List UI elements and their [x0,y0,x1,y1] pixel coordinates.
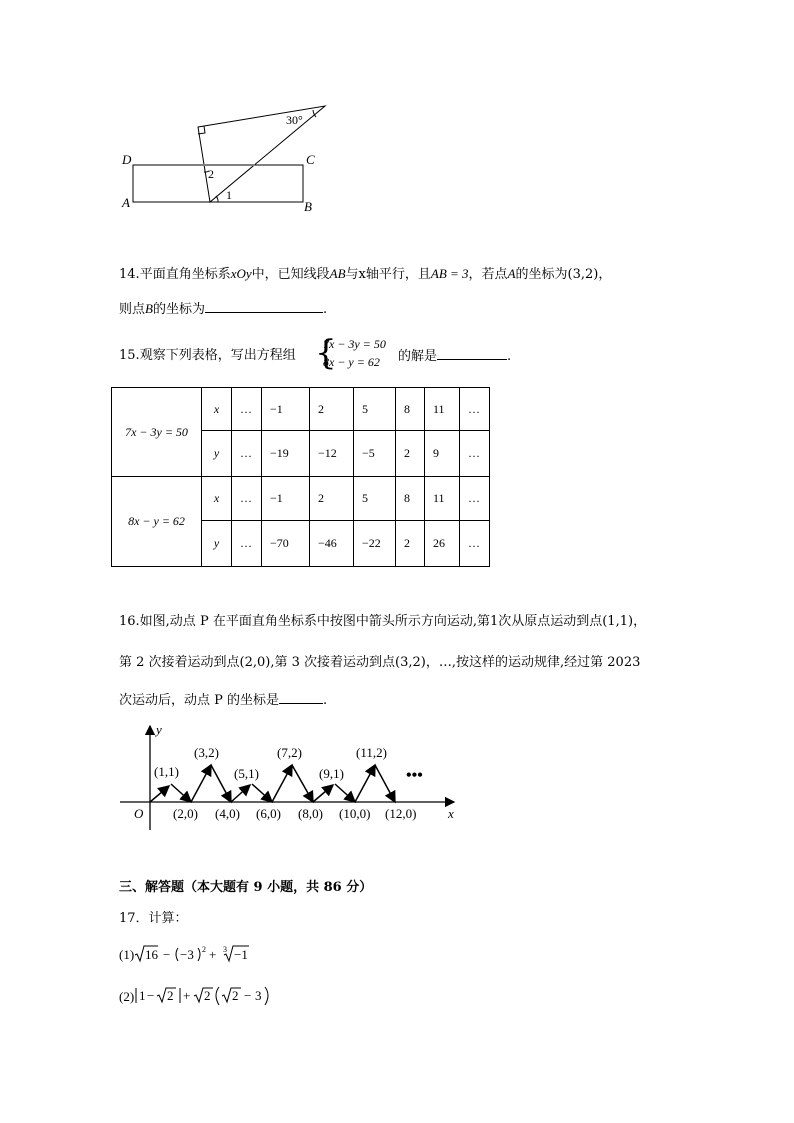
table-cell: −5 [354,431,396,477]
expression-2 [134,984,284,1008]
point-label: (7,2) [277,745,302,760]
svg-text:−3: −3 [180,947,195,962]
table-cell: … [232,388,262,431]
svg-text:−: − [147,988,155,1003]
table-cell: … [232,521,262,567]
point-label: (9,1) [319,766,344,781]
table-cell: 11 [425,477,460,521]
svg-text:−: − [163,947,171,962]
table-cell: … [232,477,262,521]
question-14: 14.平面直角坐标系xOy中，已知线段AB与x轴平行，且AB = 3，若点A的坐标为(3,2)， [119,266,612,282]
motion-graph [112,722,472,832]
table-cell: −46 [310,521,354,567]
angle-30-label: 30° [286,113,303,127]
label-a: A [122,195,130,210]
table-cell: 8 [396,388,425,431]
table-cell: −1 [262,388,310,431]
rectangle-abcd [133,165,303,202]
answer-blank-16[interactable] [279,691,323,704]
label-d: D [122,152,132,167]
var-cell: y [202,521,232,567]
angle-1-arc [216,196,218,202]
equation-1: 7x − 3y = 50 [323,337,386,351]
table-cell: 2 [396,521,425,567]
svg-text:2: 2 [202,945,207,954]
svg-text:+: + [209,947,217,962]
angle-1-label: 1 [226,188,232,202]
question-17-title: 17．计算： [119,911,188,926]
question-15: 15.观察下列表格，写出方程组 [119,348,296,363]
table-cell: 2 [310,388,354,431]
equation-2: 8x − y = 62 [323,355,380,369]
svg-text:−: − [244,988,252,1003]
table-cell: 11 [425,388,460,431]
label-b: B [304,199,312,214]
question-17-part2: (2) 1 − 2 + 2 2 − 3 [119,984,284,1008]
zigzag-path [150,765,395,802]
point-label: (12,0) [385,806,417,821]
svg-text:2: 2 [167,988,174,1003]
label-c: C [306,152,315,167]
section-title: 三、解答题（本大题有 9 小题，共 86 分） [119,880,373,895]
table-cell: −70 [262,521,310,567]
table-cell: −12 [310,431,354,477]
table-row [112,477,490,521]
svg-text:1: 1 [139,988,146,1003]
answer-blank-15[interactable] [437,347,507,360]
table-cell: 2 [310,477,354,521]
question-15-tail: 的解是 . [398,349,512,364]
point-label: (8,0) [298,806,323,821]
y-axis-label: y [156,722,162,737]
point-label: (11,2) [356,745,387,760]
point-label: (3,2) [194,745,219,760]
table-cell: 2 [396,431,425,477]
question-17-part1: (1) 16 − −3 2 + 3 −1 [119,944,264,964]
equation-cell: 8x − y = 62 [112,477,202,567]
var-cell: x [202,388,232,431]
svg-text:16: 16 [145,947,159,962]
equation-system [323,334,386,372]
table-cell: … [460,521,490,567]
svg-text:2: 2 [204,988,211,1003]
table-cell: 26 [425,521,460,567]
continuation-dots: ••• [406,767,423,784]
equation-cell: 7x − 3y = 50 [112,388,202,477]
answer-blank-14[interactable] [205,300,323,313]
var-cell: x [202,477,232,521]
table-cell: −19 [262,431,310,477]
point-label: (10,0) [339,806,371,821]
figure-q13 [110,95,340,220]
svg-text:2: 2 [232,988,239,1003]
x-axis-label: x [448,806,454,821]
question-14-line2: 则点B的坐标为 . [119,301,328,317]
table-cell: 5 [354,388,396,431]
svg-text:3: 3 [255,988,262,1003]
system-brace: { [315,333,337,373]
question-16-line3: 次运动后，动点 P 的坐标是 . [119,693,328,708]
question-16-line1: 16.如图,动点 P 在平面直角坐标系中按图中箭头所示方向运动,第1次从原点运动到点(1,1)， [119,614,647,629]
svg-text:+: + [183,988,191,1003]
table-cell: 9 [425,431,460,477]
var-cell: y [202,431,232,477]
question-16-line2: 第 2 次接着运动到点(2,0),第 3 次接着运动到点(3,2)，…,按这样的运动规律,经过第 2023 [119,655,641,670]
table-cell: … [460,477,490,521]
table-cell: … [460,388,490,431]
svg-text:3: 3 [223,945,228,954]
angle-2-label: 2 [208,167,214,181]
table-cell: 8 [396,477,425,521]
table-cell: −22 [354,521,396,567]
value-table [111,387,490,567]
point-label: (1,1) [154,764,179,779]
expression-1 [134,944,264,964]
table-cell: … [232,431,262,477]
table-cell: 5 [354,477,396,521]
origin-label: O [134,806,144,821]
table-row [112,388,490,431]
point-label: (5,1) [234,766,259,781]
svg-text:−1: −1 [234,947,249,962]
point-label: (4,0) [215,806,240,821]
point-label: (2,0) [173,806,198,821]
table-cell: … [460,431,490,477]
table-cell: −1 [262,477,310,521]
point-label: (6,0) [256,806,281,821]
